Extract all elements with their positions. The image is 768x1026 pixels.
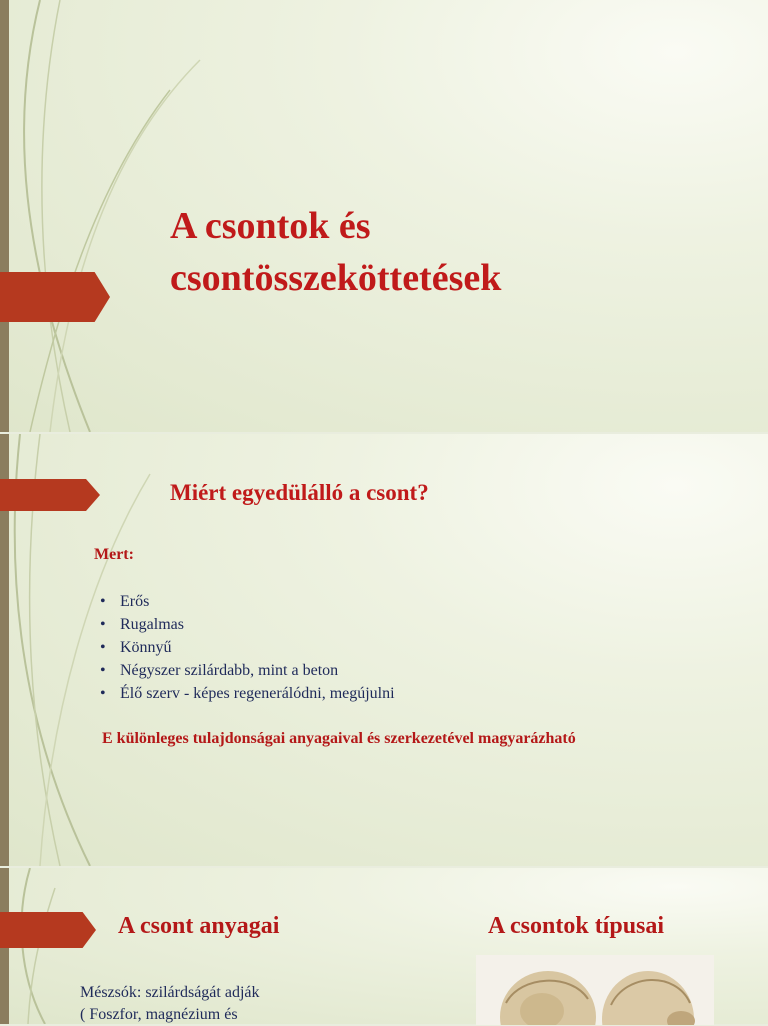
accent-arrow	[0, 479, 100, 511]
title-line-2: csontösszeköttetések	[170, 257, 502, 299]
list-item: • Könnyű	[98, 636, 395, 659]
list-item: • Rugalmas	[98, 613, 395, 636]
title-line-1: A csontok és	[170, 205, 371, 247]
slide-2-title: Miért egyedülálló a csont?	[170, 480, 429, 505]
list-item: • Élő szerv - képes regenerálódni, megújulni	[98, 682, 395, 705]
bone-types-title: A csontok típusai	[488, 913, 665, 939]
accent-arrow	[0, 272, 110, 322]
list-item: • Erős	[98, 590, 395, 613]
list-item: • Négyszer szilárdabb, mint a beton	[98, 659, 395, 682]
materials-line-2: ( Foszfor, magnézium és	[80, 1006, 238, 1023]
slide-title-text	[170, 200, 730, 304]
bone-materials-title: A csont anyagai	[118, 913, 280, 939]
skull-image	[476, 955, 714, 1025]
bone-properties-list	[98, 590, 395, 705]
intro-label: Mert:	[94, 546, 134, 563]
materials-line-1: Mészsók: szilárdságát adják	[80, 984, 260, 1001]
explanation-text: E különleges tulajdonságai anyagaival és szerkezetével magyarázható	[102, 730, 576, 747]
materials-text	[80, 982, 340, 1026]
accent-arrow	[0, 912, 96, 948]
slide-title	[0, 0, 768, 432]
skull-illustration	[476, 955, 714, 1025]
